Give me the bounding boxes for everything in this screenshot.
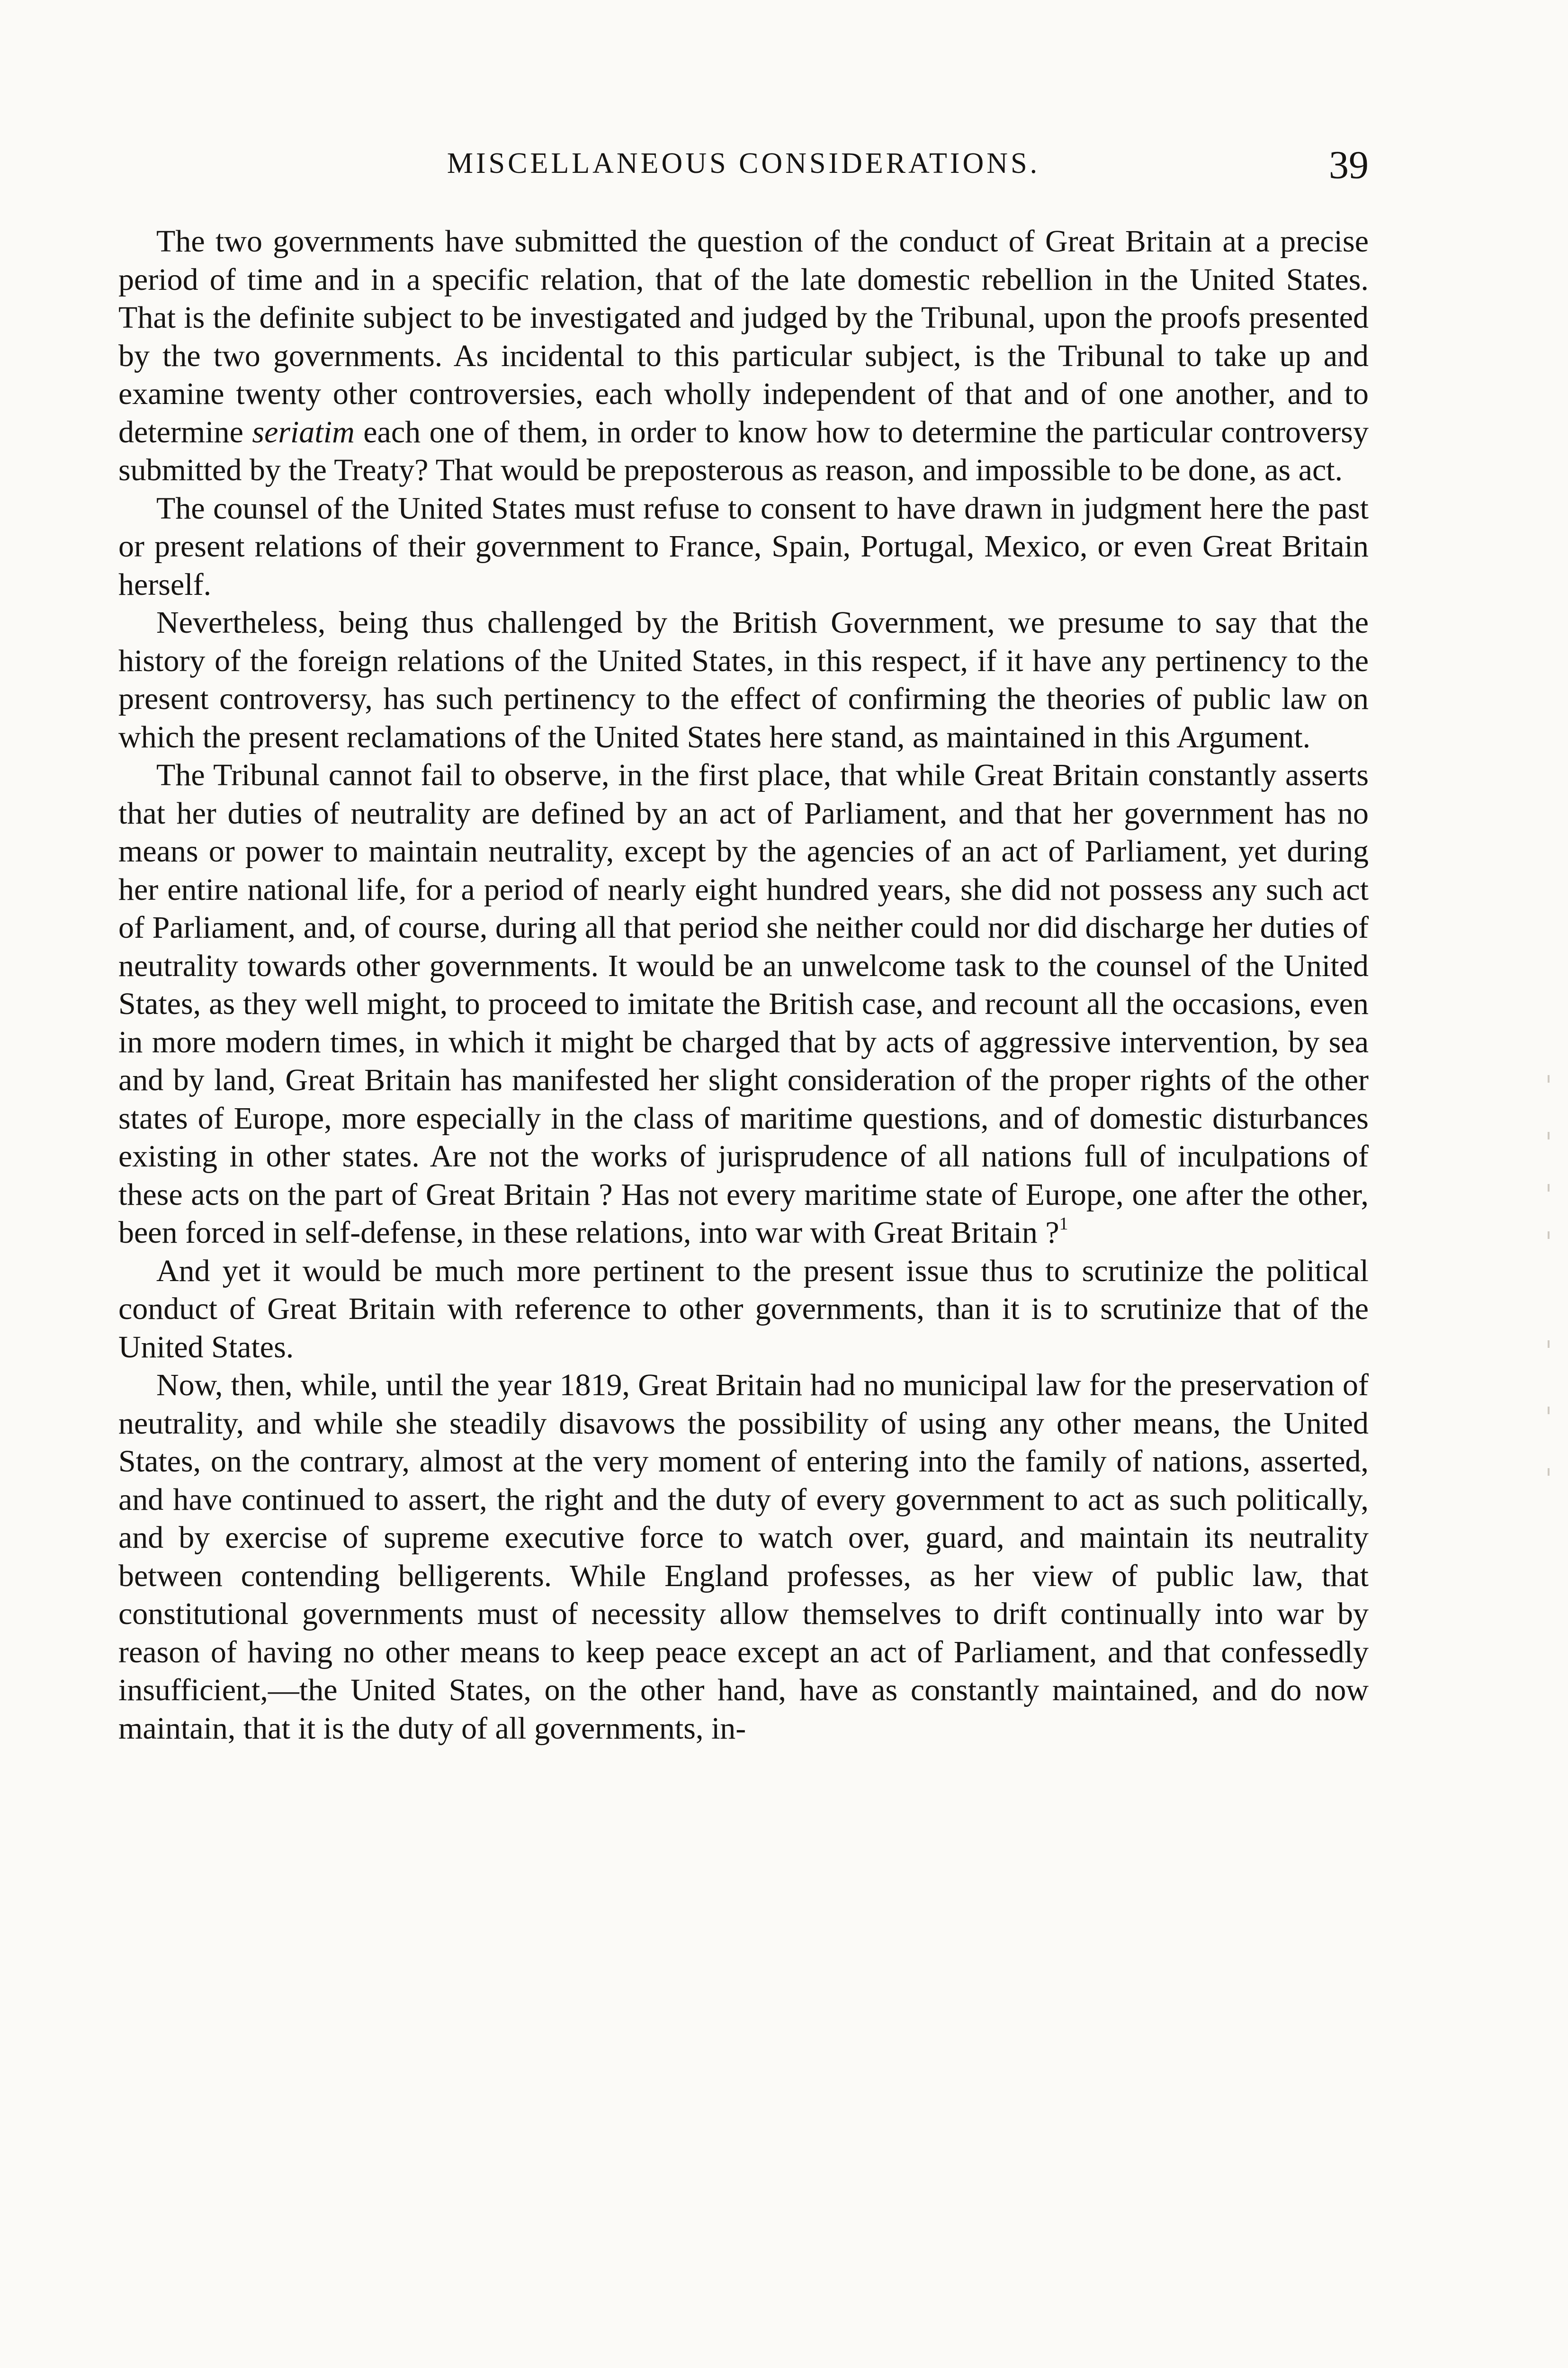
- italic-phrase: seriatim: [252, 414, 355, 449]
- page-number: 39: [1329, 143, 1369, 187]
- text-run: each one of them, in order to know how to determine the particular controversy submitted by the Treaty? That would be preposterous as reason, and impossible to be done, as act.: [118, 414, 1369, 487]
- text-run: Nevertheless, being thus challenged by the British Government, we presume to say that the history of the foreign relations of the United States, in this respect, if it have any pertinency to the present controversy, has such pertinency to the effect of confirming the theories of public law on which the present reclamations of the United States here stand, as maintained in this Argument.: [118, 605, 1369, 754]
- text-run: Now, then, while, until the year 1819, Great Britain had no municipal law for the preservation of neutrality, and while she steadily disavows the possibility of using any other means, the United States, on the contrary, almost at the very moment of entering into the family of nations, asserted, and have continued to assert, the right and the duty of every government to act as such politically, and by exercise of supreme executive force to watch over, guard, and maintain its neutrality between contending belligerents. While England professes, as her view of public law, that constitutional governments must of necessity allow themselves to drift continually into war by reason of having no other means to keep peace except an act of Parliament, and that confessedly insufficient,—the United States, on the other hand, have as constantly maintained, and do now maintain, that it is the duty of all governments, in-: [118, 1368, 1369, 1746]
- footnote-marker: 1: [1059, 1214, 1068, 1234]
- paragraph: [118, 756, 1369, 1252]
- paragraph: [118, 604, 1369, 756]
- paragraph: [118, 1252, 1369, 1367]
- body-text: [118, 223, 1369, 1748]
- paragraph: [118, 223, 1369, 490]
- text-run: And yet it would be much more pertinent to the present issue thus to scrutinize the political conduct of Great Britain with reference to other governments, than it is to scrutinize that of the United States.: [118, 1253, 1369, 1364]
- page-header: [118, 142, 1369, 194]
- running-head: MISCELLANEOUS CONSIDERATIONS.: [447, 147, 1040, 179]
- paragraph: [118, 490, 1369, 604]
- paragraph: [118, 1366, 1369, 1748]
- text-run: The Tribunal cannot fail to observe, in the first place, that while Great Britain constantly asserts that her duties of neutrality are defined by an act of Parliament, and that her government has no means or power to maintain neutrality, except by the agencies of an act of Parliament, yet during her entire national life, for a period of nearly eight hundred years, she did not possess any such act of Parliament, and, of course, during all that period she neither could nor did discharge her duties of neutrality towards other governments. It would be an unwelcome task to the counsel of the United States, as they well might, to proceed to imitate the British case, and recount all the occasions, even in more modern times, in which it might be charged that by acts of aggressive intervention, by sea and by land, Great Britain has manifested her slight consideration of the proper rights of the other states of Europe, more especially in the class of maritime questions, and of domestic disturbances existing in other states. Are not the works of jurisprudence of all nations full of inculpations of these acts on the part of Great Britain ? Has not every maritime state of Europe, one after the other, been forced in self-defense, in these relations, into war with Great Britain ?: [118, 758, 1369, 1250]
- text-run: The counsel of the United States must refuse to consent to have drawn in judgment here the past or present relations of their government to France, Spain, Portugal, Mexico, or even Great Britain herself.: [118, 491, 1369, 602]
- text-run: The two governments have submitted the question of the conduct of Great Britain at a precise period of time and in a specific relation, that of the late domestic rebellion in the United States. That is the definite subject to be investigated and judged by the Tribunal, upon the proofs presented by the two governments. As incidental to this particular subject, is the Tribunal to take up and examine twenty other controversies, each wholly independent of that and of one another, and to determine: [118, 224, 1369, 449]
- margin-scan-marks: [1544, 1075, 1553, 1501]
